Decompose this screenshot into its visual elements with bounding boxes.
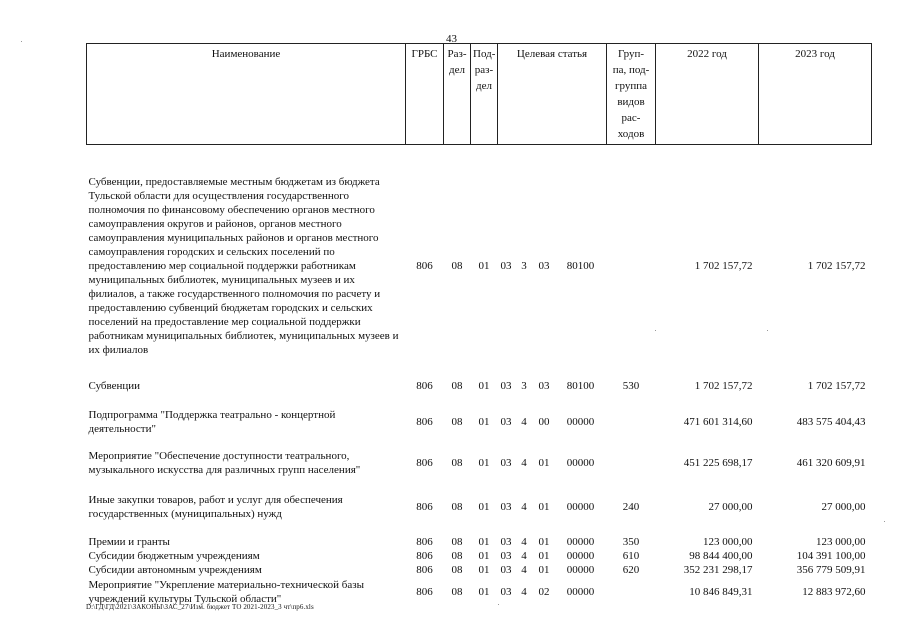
row-grbs: 806 (416, 260, 433, 272)
row-amount-2022: 123 000,00 (703, 536, 753, 548)
row-target-3: 01 (538, 501, 550, 513)
row-target-1: 03 (500, 501, 512, 513)
row-target-2: 3 (521, 380, 527, 392)
row-podrazdel: 01 (478, 550, 490, 562)
page-number: 43 (446, 33, 457, 45)
row-target-3: 03 (538, 260, 550, 272)
row-expense-group (607, 405, 656, 439)
row-razdel: 08 (451, 550, 463, 562)
row-target-3: 00 (538, 416, 550, 428)
row-expense-group: 610 (622, 550, 640, 562)
row-amount-2022: 27 000,00 (708, 501, 753, 513)
row-razdel: 08 (451, 501, 463, 513)
header-2022: 2022 год (656, 44, 759, 145)
row-target-2: 4 (521, 586, 527, 598)
table-row (87, 535, 872, 549)
row-amount-2022: 1 702 157,72 (694, 380, 753, 392)
row-amount-2023: 461 320 609,91 (796, 457, 866, 469)
row-target-2: 3 (521, 260, 527, 272)
row-target-2: 4 (521, 550, 527, 562)
row-razdel: 08 (451, 380, 463, 392)
row-razdel: 08 (451, 536, 463, 548)
row-target-4: 80100 (566, 380, 595, 392)
row-grbs: 806 (416, 416, 433, 428)
header-podrazdel: Под- раз- дел (471, 44, 498, 145)
row-grbs: 806 (416, 586, 433, 598)
table-row (87, 487, 872, 527)
row-amount-2022: 451 225 698,17 (683, 457, 753, 469)
row-name: Иные закупки товаров, работ и услуг для обеспечения государственных (муниципальных) нужд (88, 494, 343, 520)
row-name: Субсидии бюджетным учреждениям (88, 550, 260, 562)
header-name: Наименование (87, 44, 406, 145)
scan-speck (767, 330, 768, 331)
row-podrazdel: 01 (478, 380, 490, 392)
table-row (87, 375, 872, 397)
row-amount-2023: 1 702 157,72 (807, 380, 866, 392)
row-target-3: 01 (538, 457, 550, 469)
row-target-4: 00000 (566, 457, 595, 469)
table-row (87, 563, 872, 577)
row-amount-2023: 104 391 100,00 (796, 550, 866, 562)
scan-speck (655, 330, 656, 331)
row-grbs: 806 (416, 457, 433, 469)
row-amount-2022: 10 846 849,31 (689, 586, 753, 598)
row-razdel: 08 (451, 564, 463, 576)
row-name: Мероприятие "Укрепление материально-технической базы учреждений культуры Тульской области" (88, 579, 364, 605)
row-amount-2023: 356 779 509,91 (796, 564, 866, 576)
row-target-2: 4 (521, 536, 527, 548)
row-amount-2023: 1 702 157,72 (807, 260, 866, 272)
row-razdel: 08 (451, 457, 463, 469)
row-amount-2022: 471 601 314,60 (683, 416, 753, 428)
row-razdel: 08 (451, 416, 463, 428)
row-target-3: 02 (538, 586, 550, 598)
header-razdel: Раз- дел (444, 44, 471, 145)
row-target-1: 03 (500, 564, 512, 576)
row-podrazdel: 01 (478, 586, 490, 598)
row-amount-2023: 483 575 404,43 (796, 416, 866, 428)
row-target-2: 4 (521, 416, 527, 428)
header-grbs: ГРБС (406, 44, 444, 145)
row-grbs: 806 (416, 550, 433, 562)
row-target-1: 03 (500, 536, 512, 548)
row-name: Мероприятие "Обеспечение доступности театрального, музыкального искусства для различных групп населения" (88, 450, 361, 476)
row-target-1: 03 (500, 380, 512, 392)
row-target-1: 03 (500, 260, 512, 272)
row-name: Субвенции (88, 380, 141, 392)
row-target-3: 01 (538, 550, 550, 562)
row-expense-group (607, 439, 656, 487)
row-target-2: 4 (521, 564, 527, 576)
row-target-1: 03 (500, 586, 512, 598)
row-razdel: 08 (451, 260, 463, 272)
spacer-row (87, 145, 872, 158)
row-target-1: 03 (500, 416, 512, 428)
row-target-2: 4 (521, 457, 527, 469)
row-podrazdel: 01 (478, 564, 490, 576)
row-podrazdel: 01 (478, 501, 490, 513)
file-path-footer: D:\ГД\ГД\2021\ЗАКОНЫ\ЗАС_27\Изм. бюджет ТО 2021-2023_3 чт\пр6.xls (86, 603, 314, 611)
row-grbs: 806 (416, 564, 433, 576)
row-grbs: 806 (416, 380, 433, 392)
row-target-4: 00000 (566, 586, 595, 598)
row-expense-group: 620 (622, 564, 640, 576)
row-podrazdel: 01 (478, 260, 490, 272)
row-razdel: 08 (451, 586, 463, 598)
header-target-article: Целевая статья (498, 44, 607, 145)
row-expense-group: 240 (622, 501, 640, 513)
row-name: Премии и гранты (88, 536, 170, 548)
row-expense-group: 350 (622, 536, 640, 548)
row-amount-2022: 98 844 400,00 (689, 550, 753, 562)
table-row (87, 157, 872, 375)
row-target-2: 4 (521, 501, 527, 513)
header-2023: 2023 год (759, 44, 872, 145)
row-amount-2022: 1 702 157,72 (694, 260, 753, 272)
row-name: Подпрограмма "Поддержка театрально - концертной деятельности" (88, 409, 336, 435)
row-podrazdel: 01 (478, 416, 490, 428)
row-target-1: 03 (500, 457, 512, 469)
spacer-row (87, 527, 872, 535)
scan-speck (498, 604, 499, 605)
scan-speck (21, 41, 22, 42)
row-target-4: 00000 (566, 501, 595, 513)
row-target-3: 01 (538, 536, 550, 548)
header-expense-group: Груп- па, под- группа видов рас- ходов (607, 44, 656, 145)
row-grbs: 806 (416, 501, 433, 513)
row-target-4: 00000 (566, 536, 595, 548)
row-name: Субсидии автономным учреждениям (88, 564, 262, 576)
row-expense-group (607, 157, 656, 375)
row-expense-group (607, 577, 656, 607)
row-amount-2022: 352 231 298,17 (683, 564, 753, 576)
spacer-row (87, 397, 872, 405)
row-target-3: 01 (538, 564, 550, 576)
row-target-4: 00000 (566, 564, 595, 576)
budget-table (86, 43, 872, 607)
row-name: Субвенции, предоставляемые местным бюджетам из бюджета Тульской области для осуществления государственного полномочия по финансовому обеспечению органов местного самоуправления округов и районов, органов местного самоуправления муниципальных районов и органов местного самоуправления городских и сельских поселений по предоставлению мер социальной поддержки работникам муниципальных библиотек, муниципальных музеев и их филиалов, а также государственного полномочия по расчету и предоставлению субвенций бюджетам городских и сельских поселений на предоставление мер социальной поддержки работникам муниципальных библиотек, муниципальных музеев и их филиалов (88, 176, 399, 356)
row-amount-2023: 123 000,00 (816, 536, 866, 548)
row-podrazdel: 01 (478, 457, 490, 469)
row-amount-2023: 12 883 972,60 (802, 586, 866, 598)
row-target-4: 00000 (566, 416, 595, 428)
row-target-3: 03 (538, 380, 550, 392)
row-expense-group: 530 (622, 380, 640, 392)
row-target-4: 00000 (566, 550, 595, 562)
scan-speck (884, 521, 885, 522)
table-row (87, 439, 872, 487)
row-grbs: 806 (416, 536, 433, 548)
row-podrazdel: 01 (478, 536, 490, 548)
row-amount-2023: 27 000,00 (821, 501, 866, 513)
table-header (87, 44, 872, 145)
table-row (87, 405, 872, 439)
row-target-1: 03 (500, 550, 512, 562)
table-row (87, 549, 872, 563)
table-body (87, 145, 872, 608)
row-target-4: 80100 (566, 260, 595, 272)
